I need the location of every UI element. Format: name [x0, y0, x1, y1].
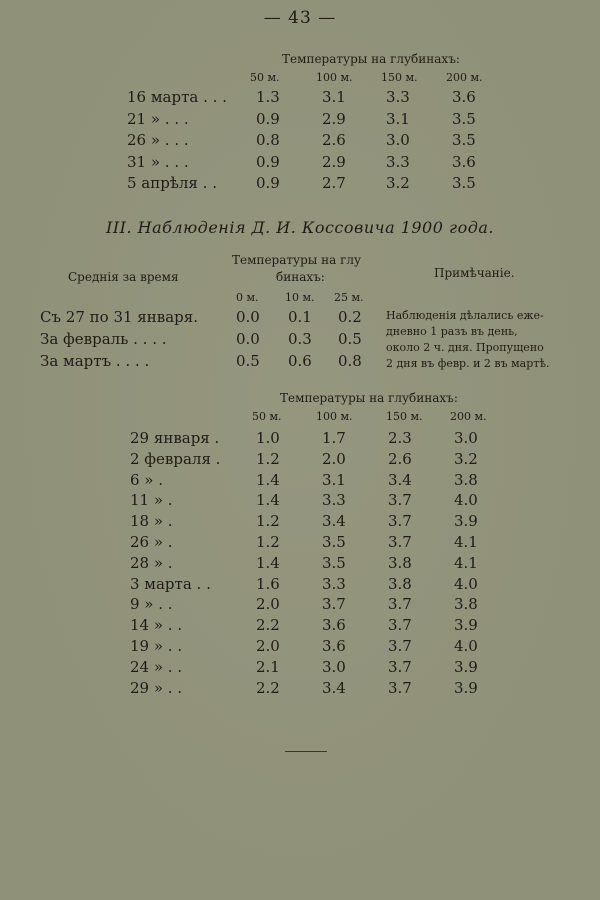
table-cell: 3.5 — [322, 533, 346, 551]
row-label: 3 марта . . — [130, 574, 211, 593]
row-label: 18 » . — [130, 512, 173, 531]
table-cell: 3.4 — [388, 470, 412, 489]
table-3-depth-3: 200 м. — [450, 410, 487, 423]
table-cell: 3.5 — [452, 109, 476, 128]
table-cell: 3.8 — [454, 470, 478, 489]
table-cell: 3.3 — [322, 574, 346, 593]
table-cell: 3.9 — [454, 678, 478, 697]
table-cell: 0.0 — [236, 330, 260, 348]
table-cell: 0.2 — [338, 308, 362, 326]
table-cell: 3.6 — [322, 616, 346, 635]
table-cell: 3.0 — [454, 429, 478, 447]
table-cell: 0.0 — [236, 308, 260, 326]
table-cell: 2.0 — [256, 637, 280, 655]
row-label: 11 » . — [130, 491, 173, 510]
page-number: — 43 — — [263, 8, 337, 28]
table-cell: 3.5 — [452, 174, 476, 192]
table-cell: 0.9 — [256, 109, 280, 128]
table-2-depth-2: 25 м. — [334, 291, 364, 304]
row-label: 29 января . — [130, 429, 220, 447]
table-3-header: Температуры на глубинахъ: — [280, 391, 458, 405]
table-cell: 3.7 — [388, 616, 412, 635]
table-2-temp-header-2: бинахъ: — [276, 270, 325, 284]
table-2-note-header: Примѣчаніе. — [434, 266, 515, 280]
table-cell: 3.7 — [388, 512, 412, 531]
row-label: 16 марта . . . — [127, 88, 227, 106]
table-cell: 0.5 — [338, 330, 362, 348]
table-cell: 0.9 — [256, 152, 280, 171]
end-rule — [285, 751, 327, 752]
table-cell: 3.0 — [386, 131, 410, 149]
table-1-depth-0: 50 м. — [250, 71, 280, 84]
table-cell: 3.7 — [322, 595, 346, 614]
table-cell: 4.1 — [454, 553, 478, 572]
table-cell: 3.8 — [388, 553, 412, 572]
table-cell: 0.1 — [288, 308, 312, 326]
table-cell: 3.4 — [322, 678, 346, 697]
table-cell: 2.0 — [322, 449, 346, 468]
table-cell: 0.9 — [256, 174, 280, 192]
row-label: 6 » . — [130, 470, 164, 489]
table-cell: 3.3 — [386, 88, 410, 106]
table-cell: 0.6 — [288, 352, 312, 370]
table-cell: 3.6 — [452, 152, 476, 171]
row-label: 2 февраля . — [130, 449, 221, 468]
table-cell: 3.3 — [386, 152, 410, 171]
table-cell: 3.5 — [322, 553, 346, 572]
table-cell: 3.7 — [388, 678, 412, 697]
row-label: 24 » . . — [130, 657, 183, 676]
table-cell: 2.0 — [256, 595, 280, 614]
table-2-note — [386, 308, 549, 372]
note-line: Наблюденія дѣлались еже- — [386, 309, 544, 322]
table-1-depth-3: 200 м. — [446, 71, 483, 84]
note-line: около 2 ч. дня. Пропущено — [386, 341, 544, 354]
table-cell: 0.3 — [288, 330, 312, 348]
row-label: За февраль . . . . — [40, 330, 167, 348]
table-cell: 4.0 — [454, 637, 478, 655]
table-cell: 3.1 — [386, 109, 410, 128]
table-cell: 3.6 — [322, 637, 346, 655]
table-2-col-header: Среднія за время — [68, 270, 179, 284]
row-label: 9 » . . — [130, 595, 173, 614]
note-line: дневно 1 разъ въ день, — [386, 325, 518, 338]
table-cell: 3.8 — [454, 595, 478, 614]
row-label: За мартъ . . . . — [40, 352, 150, 370]
table-cell: 0.8 — [338, 352, 362, 370]
table-cell: 4.1 — [454, 533, 478, 551]
table-cell: 3.4 — [322, 512, 346, 531]
row-label: Съ 27 по 31 января. — [40, 308, 198, 326]
table-cell: 2.9 — [322, 152, 346, 171]
table-3-depth-0: 50 м. — [252, 410, 282, 423]
row-label: 28 » . — [130, 553, 173, 572]
table-cell: 1.2 — [256, 449, 280, 468]
table-cell: 2.7 — [322, 174, 346, 192]
table-cell: 3.7 — [388, 637, 412, 655]
table-cell: 3.1 — [322, 470, 346, 489]
table-cell: 1.0 — [256, 429, 280, 447]
table-cell: 3.9 — [454, 512, 478, 531]
table-cell: 2.2 — [256, 678, 280, 697]
table-2-depth-0: 0 м. — [236, 291, 259, 304]
table-cell: 3.7 — [388, 595, 412, 614]
table-1-depth-1: 100 м. — [316, 71, 353, 84]
table-cell: 3.9 — [454, 657, 478, 676]
table-cell: 2.2 — [256, 616, 280, 635]
row-label: 19 » . . — [130, 637, 183, 655]
table-cell: 4.0 — [454, 491, 478, 510]
table-cell: 1.7 — [322, 429, 346, 447]
section-title: III. Наблюденія Д. И. Коссовича 1900 года. — [106, 218, 494, 237]
table-cell: 3.2 — [386, 174, 410, 192]
table-cell: 1.4 — [256, 491, 280, 510]
table-cell: 2.1 — [256, 657, 280, 676]
table-2-depth-1: 10 м. — [285, 291, 315, 304]
table-cell: 1.2 — [256, 512, 280, 531]
table-1-header: Температуры на глубинахъ: — [282, 52, 460, 66]
table-cell: 3.7 — [388, 657, 412, 676]
row-label: 21 » . . . — [127, 109, 189, 128]
row-label: 29 » . . — [130, 678, 183, 697]
table-cell: 4.0 — [454, 574, 478, 593]
table-cell: 3.6 — [452, 88, 476, 106]
table-cell: 1.4 — [256, 553, 280, 572]
table-cell: 3.9 — [454, 616, 478, 635]
row-label: 31 » . . . — [127, 152, 189, 171]
table-1-depth-2: 150 м. — [381, 71, 418, 84]
table-cell: 3.0 — [322, 657, 346, 676]
row-label: 5 апрѣля . . — [127, 174, 217, 192]
table-cell: 3.5 — [452, 131, 476, 149]
row-label: 14 » . . — [130, 616, 183, 635]
table-cell: 3.1 — [322, 88, 346, 106]
table-cell: 0.5 — [236, 352, 260, 370]
table-3-depth-2: 150 м. — [386, 410, 423, 423]
table-2-temp-header-1: Температуры на глу — [232, 253, 362, 267]
table-cell: 3.7 — [388, 533, 412, 551]
row-label: 26 » . . . — [127, 131, 189, 149]
note-line: 2 дня въ февр. и 2 въ мартѣ. — [386, 357, 550, 370]
table-cell: 2.6 — [322, 131, 346, 149]
table-cell: 1.2 — [256, 533, 280, 551]
table-3-depth-1: 100 м. — [316, 410, 353, 423]
table-cell: 3.2 — [454, 449, 478, 468]
table-cell: 1.4 — [256, 470, 280, 489]
table-cell: 3.8 — [388, 574, 412, 593]
table-cell: 1.6 — [256, 574, 280, 593]
row-label: 26 » . — [130, 533, 173, 551]
table-cell: 3.3 — [322, 491, 346, 510]
table-cell: 3.7 — [388, 491, 412, 510]
table-cell: 0.8 — [256, 131, 280, 149]
table-cell: 2.9 — [322, 109, 346, 128]
table-cell: 2.6 — [388, 449, 412, 468]
table-cell: 2.3 — [388, 429, 412, 447]
table-cell: 1.3 — [256, 88, 280, 106]
